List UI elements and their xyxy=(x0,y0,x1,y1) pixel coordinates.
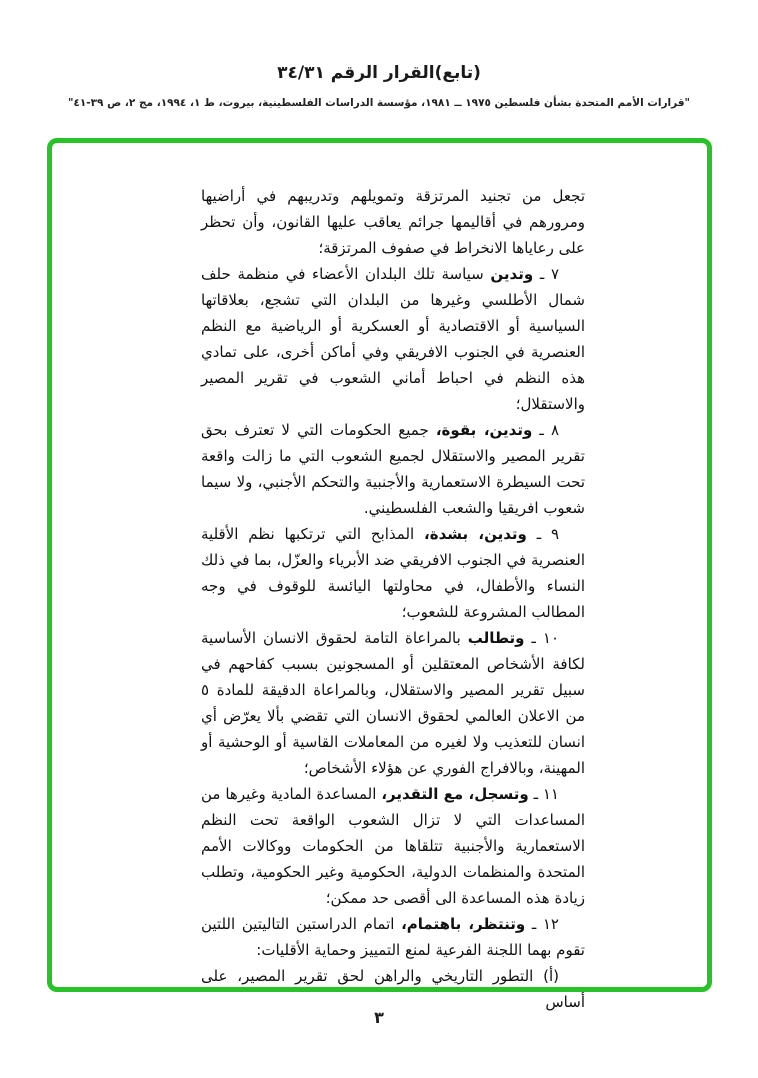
paragraph xyxy=(201,625,585,781)
paragraph-text: المذابح التي ترتكبها نظم الأقلية العنصرية في الجنوب الافريقي ضد الأبرياء والعزّل، بما في ذلك النساء والأطفال، في محاولتها اليائسة للوقوف في وجه المطالب المشروعة للشعوب؛ xyxy=(201,525,585,621)
paragraph-bold-text: وتدين xyxy=(490,265,534,283)
paragraph-text: ١٢ ـ xyxy=(525,915,559,933)
paragraph xyxy=(201,911,585,963)
paragraph xyxy=(201,521,585,625)
paragraph-bold-text: وتدين، بشدة، xyxy=(424,525,527,543)
page-number: ٣ xyxy=(374,1008,384,1027)
paragraph-text: ٩ ـ xyxy=(526,525,560,543)
paragraph xyxy=(201,781,585,911)
paragraph-text: تجعل من تجنيد المرتزقة وتمويلهم وتدريبهم في أراضيها ومرورهم في أقاليمها جرائم يعاقب عليها القانون، وأن تحظر على رعاياها الانخراط في صفوف المرتزقة؛ xyxy=(201,187,585,257)
document-body xyxy=(201,183,585,1015)
paragraph xyxy=(201,417,585,521)
paragraph-text: بالمراعاة التامة لحقوق الانسان الأساسية لكافة الأشخاص المعتقلين أو المسجونين بسبب كفاحهم في سبيل تقرير المصير والاستقلال، وبالمراعاة الدقيقة للمادة ٥ من الاعلان العالمي لحقوق الانسان التي تقضي بألا يعرّض أي انسان للتعذيب ولا لغيره من المعاملات القاسية أو الوحشية أو المهينة، وبالافراج الفوري عن هؤلاء الأشخاص؛ xyxy=(201,629,585,777)
paragraph-text: ٨ ـ xyxy=(532,421,559,439)
content-frame xyxy=(47,138,712,1011)
resolution-title: (تابع)القرار الرقم ٣٤/٣١ xyxy=(277,63,481,83)
paragraph-text: سياسة تلك البلدان الأعضاء في منظمة حلف شمال الأطلسي وغيرها من البلدان التي تشجع، بعلاقاتها السياسية أو الاقتصادية أو العسكرية أو الرياضية مع النظم العنصرية في الجنوب الافريقي وفي أماكن أخرى، على تمادي هذه النظم في احباط أماني الشعوب في تقرير المصير والاستقلال؛ xyxy=(201,265,585,413)
paragraph-bold-text: وتدين، بقوة، xyxy=(435,421,533,439)
paragraph-text: المساعدة المادية وغيرها من المساعدات التي لا تزال الشعوب الواقعة تحت النظم الاستعمارية والأجنبية تتلقاها من الحكومات ووكالات الأمم المتحدة والمنظمات الدولية، الحكومية وغير الحكومية، وتطلب زيادة هذه المساعدة الى أقصى حد ممكن؛ xyxy=(201,785,585,907)
paragraph-bold-text: وتطالب xyxy=(467,629,525,647)
paragraph xyxy=(201,261,585,417)
paragraph-text: (أ) التطور التاريخي والراهن لحق تقرير المصير، على أساس xyxy=(201,967,585,1011)
paragraph-bold-text: وتسجل، مع التقدير، xyxy=(381,785,529,803)
paragraph-text: ٧ ـ xyxy=(533,265,560,283)
paragraph-bold-text: وتنتظر، باهتمام، xyxy=(401,915,526,933)
paragraph-text: ١١ ـ xyxy=(528,785,559,803)
paragraph-text: اتمام الدراستين التاليتين اللتين تقوم بهما اللجنة الفرعية لمنع التمييز وحماية الأقليات: xyxy=(201,915,585,959)
paragraph xyxy=(201,183,585,261)
paragraph-text: ١٠ ـ xyxy=(524,629,560,647)
source-citation: "قرارات الأمم المتحدة بشأن فلسطين ١٩٧٥ ــ ١٩٨١، مؤسسة الدراسات الفلسطينية، بيروت، ط ١، ١٩٩٤، مج ٢، ص ٣٩-٤١" xyxy=(67,97,691,109)
paragraph-text: جميع الحكومات التي لا تعترف بحق تقرير المصير والاستقلال لجميع الشعوب التي ما زالت واقعة تحت السيطرة الاستعمارية والأجنبية والتحكم الأجنبي، ولا سيما شعوب افريقيا والشعب الفلسطيني. xyxy=(201,421,585,517)
